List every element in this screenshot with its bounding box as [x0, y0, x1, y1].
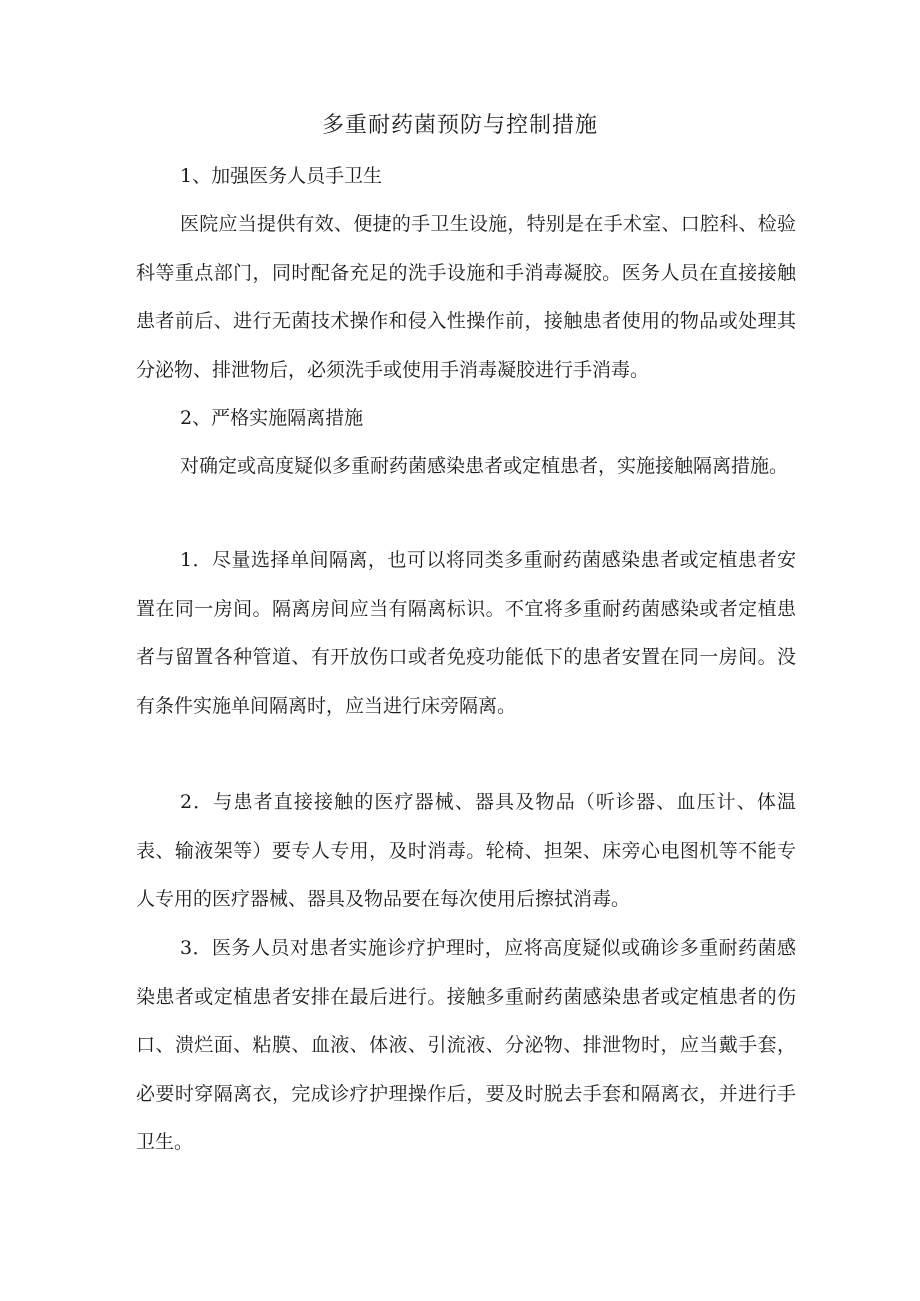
section-heading-hand-hygiene: 1、加强医务人员手卫生 — [180, 165, 383, 187]
section-heading-isolation: 2、严格实施隔离措施 — [180, 407, 364, 429]
list-item-single-room: 1．尽量选择单间隔离，也可以将同类多重耐药菌感染患者或定植患者安置在同一房间。隔离房间应当有隔离标识。不宜将多重耐药菌感染或者定植患者与留置各种管道、有开放伤口或者免疫功能低下的患者安置在同一房间。没有条件实施单间隔离时，应当进行床旁隔离。 — [136, 549, 796, 717]
list-item-care-order: 3．医务人员对患者实施诊疗护理时，应将高度疑似或确诊多重耐药菌感染患者或定植患者安排在最后进行。接触多重耐药菌感染患者或定植患者的伤口、溃烂面、粘膜、血液、体液、引流液、分泌物、排泄物时，应当戴手套，必要时穿隔离衣，完成诊疗护理操作后，要及时脱去手套和隔离衣，并进行手卫生。 — [136, 937, 796, 1153]
paragraph-isolation-intro: 对确定或高度疑似多重耐药菌感染患者或定植患者，实施接触隔离措施。 — [180, 455, 789, 477]
document-title: 多重耐药菌预防与控制措施 — [321, 113, 598, 138]
list-item-dedicated-equipment: 2．与患者直接接触的医疗器械、器具及物品（听诊器、血压计、体温表、输液架等）要专人专用，及时消毒。轮椅、担架、床旁心电图机等不能专人专用的医疗器械、器具及物品要在每次使用后擦拭消毒。 — [136, 791, 796, 910]
paragraph-hand-hygiene: 医院应当提供有效、便捷的手卫生设施，特别是在手术室、口腔科、检验科等重点部门，同时配备充足的洗手设施和手消毒凝胶。医务人员在直接接触患者前后、进行无菌技术操作和侵入性操作前，接触患者使用的物品或处理其分泌物、排泄物后，必须洗手或使用手消毒凝胶进行手消毒。 — [136, 213, 796, 381]
